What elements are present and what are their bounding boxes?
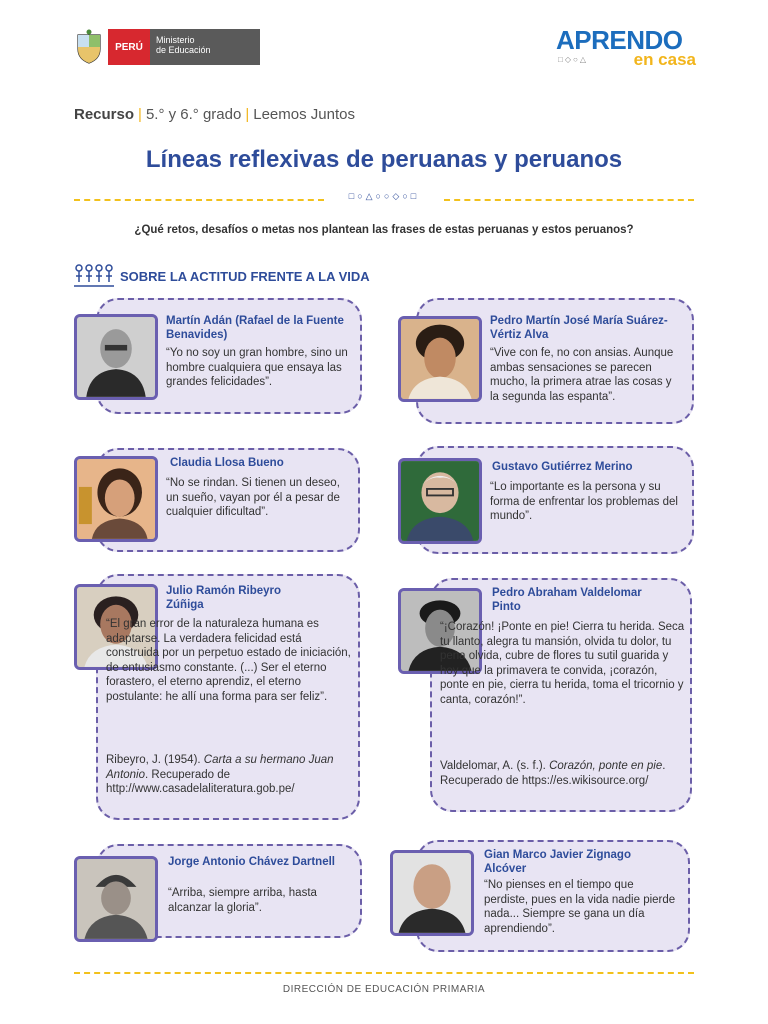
portrait-photo	[74, 856, 158, 942]
portrait-photo	[74, 456, 158, 542]
person-icon	[77, 317, 155, 397]
person-quote: “Arriba, siempre arriba, hasta alcanzar la gloria”.	[168, 887, 317, 914]
person-quote: “Vive con fe, no con ansias. Aunque ambas sensaciones se parecen mucho, la primera atrae las cosas y la segunda las espanta”.	[490, 347, 674, 403]
person-name: Martín Adán (Rafael de la Fuente Benavides)	[166, 315, 344, 341]
person-icon	[77, 859, 155, 939]
person-name: Claudia Llosa Bueno	[170, 457, 284, 469]
footer-divider	[74, 972, 694, 974]
portrait-photo	[398, 458, 482, 544]
person-quote: “No pienses en el tiempo que perdiste, pues en la vida nadie pierde nada... Siempre se gana un día aprendiendo”.	[484, 879, 676, 935]
source-reference: Valdelomar, A. (s. f.). Corazón, ponte en pie. Recuperado de https://es.wikisource.org/	[440, 760, 666, 787]
resource-line	[74, 106, 355, 123]
person-name: Jorge Antonio Chávez Dartnell	[168, 856, 335, 868]
person-name: Pedro Martín José María Suárez-Vértiz Alva	[490, 315, 668, 341]
guiding-question: ¿Qué retos, desafíos o metas nos plantean las frases de estas peruanas y estos peruanos?	[134, 224, 634, 236]
separator: |	[245, 106, 250, 123]
person-icon	[401, 461, 479, 541]
ministry-label: Ministerio de Educación	[150, 29, 260, 65]
person-name: Pedro Abraham Valdelomar Pinto	[492, 587, 642, 613]
person-icon	[77, 459, 155, 539]
person-icon	[393, 853, 471, 933]
aprendo-en-casa-logo	[556, 26, 698, 70]
footer-text: DIRECCIÓN DE EDUCACIÓN PRIMARIA	[282, 984, 486, 995]
peru-label: PERÚ	[108, 29, 150, 65]
grade-label: 5.° y 6.° grado	[145, 106, 242, 123]
coat-of-arms-icon	[74, 29, 104, 65]
page-title: Líneas reflexivas de peruanas y peruanos	[145, 146, 623, 173]
source-reference: Ribeyro, J. (1954). Carta a su hermano Juan Antonio. Recuperado de http://www.casadelaliteratura.gob.pe/	[106, 754, 334, 795]
person-name: Gustavo Gutiérrez Merino	[492, 461, 633, 473]
section-heading	[74, 264, 370, 288]
brand-shapes: □◇○△	[558, 55, 588, 64]
portrait-photo	[398, 316, 482, 402]
divider-shapes: □○△○○◇○□	[348, 191, 420, 201]
person-quote: “Lo importante es la persona y su forma de enfrentar los problemas del mundo”.	[490, 481, 678, 522]
person-quote: “No se rindan. Si tienen un deseo, un sueño, vayan por él a pesar de cualquier dificultad”.	[166, 477, 340, 518]
brand-bottom: en casa	[633, 50, 696, 69]
person-quote: “¡Corazón! ¡Ponte en pie! Cierra tu herida. Seca tu llanto, alegra tu mansión, olvida tu dolor, tu pena olvida, cubre de flores tu sutil guarida y hoy que la primavera te convida, ¡corazón, ponte en pie, cierra tu herida, toma el tricornio y canta, corazón!”.	[440, 621, 685, 706]
people-group-icon	[74, 264, 114, 288]
resource-label: Recurso	[74, 106, 135, 123]
brand-top: APRENDO	[556, 25, 683, 55]
person-quote: “El gran error de la naturaleza humana es adaptarse. La verdadera felicidad está construida por un perpetuo estado de iniciación, de entusiasmo constante. (...) Ser el eterno forastero, el eterno aprendiz, el eterno postulante: he allí una forma para ser feliz”.	[106, 618, 351, 703]
person-quote: “Yo no soy un gran hombre, sino un hombre cualquiera que ensaya las grandes felicidades”.	[166, 347, 348, 388]
ministry-logo	[74, 29, 260, 65]
person-name: Gian Marco Javier Zignago Alcóver	[484, 849, 631, 875]
person-icon	[401, 319, 479, 399]
section-title: SOBRE LA ACTITUD FRENTE A LA VIDA	[120, 268, 370, 284]
separator: |	[138, 106, 142, 123]
portrait-photo	[74, 314, 158, 400]
person-name: Julio Ramón Ribeyro Zúñiga	[166, 585, 282, 611]
subject-label: Leemos Juntos	[253, 106, 355, 123]
portrait-photo	[390, 850, 474, 936]
